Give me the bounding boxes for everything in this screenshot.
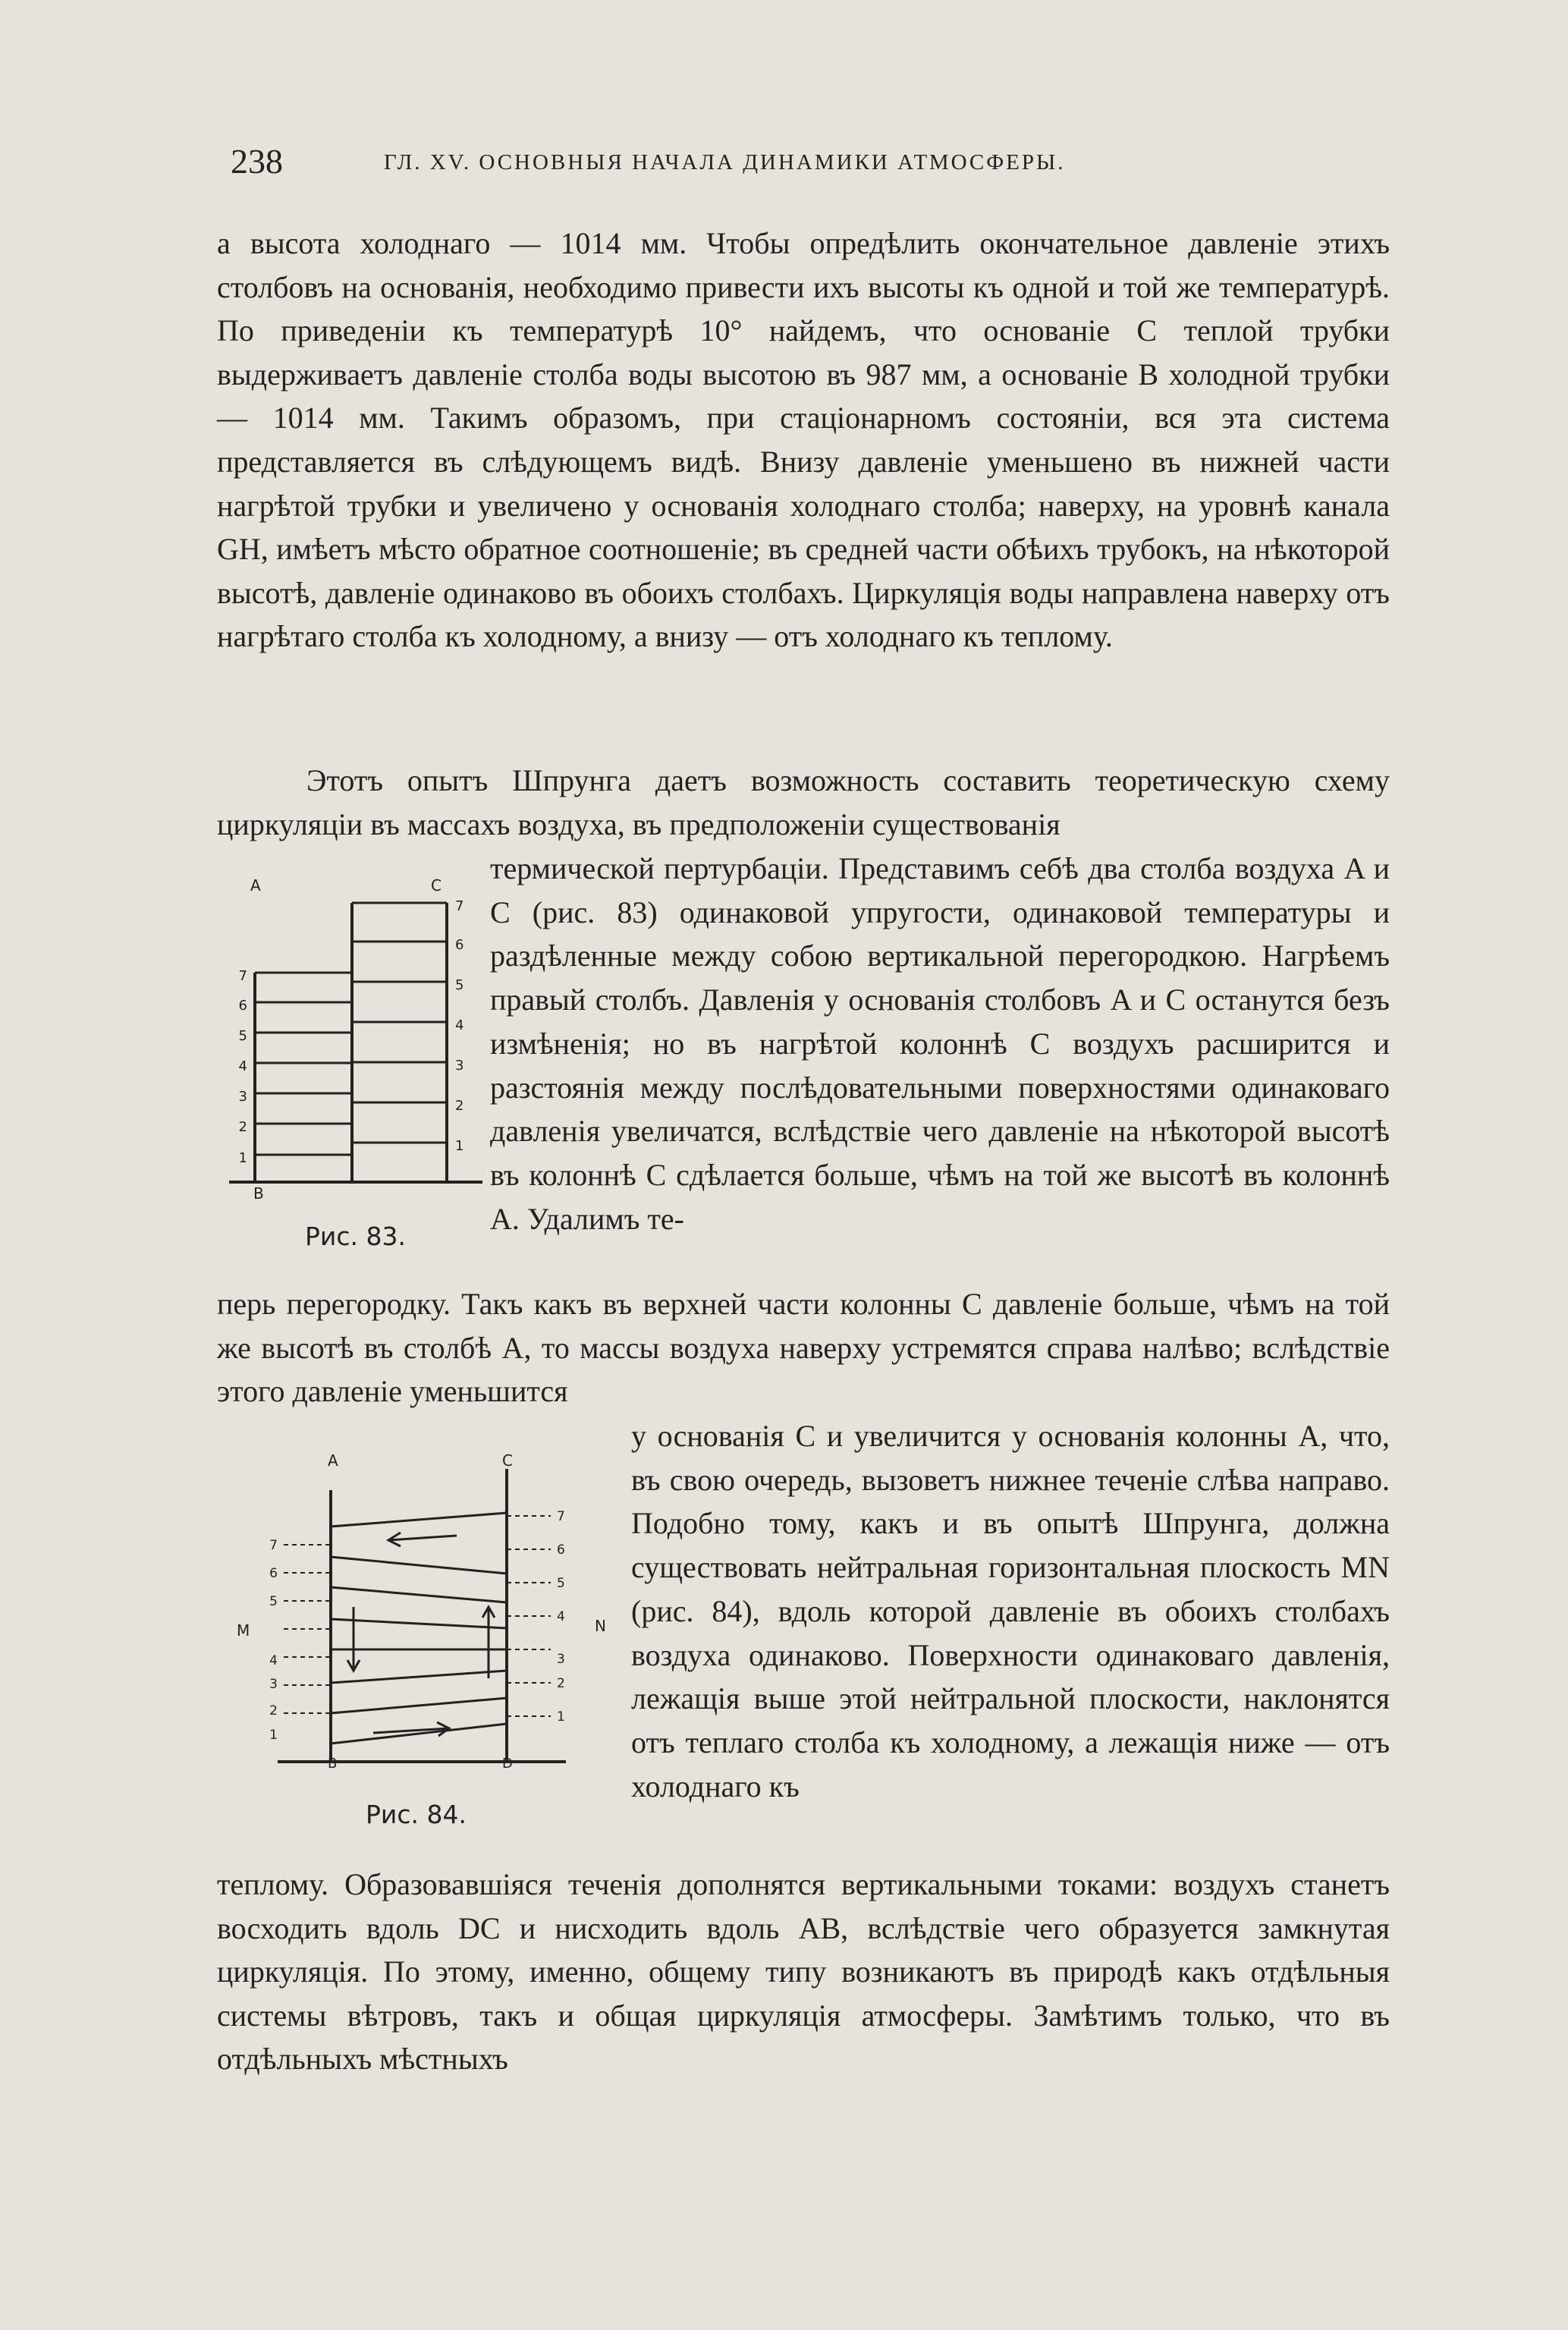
fig83-label-a: A <box>250 876 261 895</box>
fig83-right-num-4: 4 <box>455 1017 464 1033</box>
fig84-right-num-7: 7 <box>557 1509 565 1524</box>
page-header <box>225 141 1393 187</box>
fig83-left-num-6: 6 <box>238 998 247 1014</box>
fig84-left-num-2: 2 <box>269 1703 278 1718</box>
page-number: 238 <box>231 142 283 181</box>
fig84-left-num-5: 5 <box>269 1594 278 1609</box>
figure-83 <box>225 873 482 1222</box>
fig83-left-num-5: 5 <box>238 1028 247 1044</box>
fig84-left-num-3: 3 <box>269 1677 278 1692</box>
fig83-left-num-4: 4 <box>238 1058 247 1074</box>
paragraph-4: теплому. Образовавшіяся теченія дополнятся вертикальными токами: воздухъ станетъ восходить вдоль DC и нисходить вдоль AB, вслѣдствіе чего образуется замкнутая циркуляція. По этому, именно, общему типу возникаютъ въ природѣ какъ отдѣльныя системы вѣтровъ, такъ и общая циркуляція атмосферы. Замѣтимъ только, что въ отдѣльныхъ мѣстныхъ <box>217 1867 1390 2077</box>
fig83-label-b: B <box>253 1184 264 1203</box>
figure-83-diagram <box>225 873 482 1222</box>
fig84-right-num-2: 2 <box>557 1676 565 1691</box>
fig84-level-3 <box>331 1671 507 1683</box>
fig84-right-num-4: 4 <box>557 1609 565 1624</box>
paragraph-beside-figure-84: у основанія C и увеличится у основанія колонны A, что, въ свою очередь, вызоветъ нижнее теченіе слѣва направо. Подобно тому, какъ и въ опытѣ Шпрунга, должна существовать нейтральная горизонтальная плоскость MN (рис. 84), вдоль которой давленіе въ обоихъ столбахъ воздуха одинаково. Поверхности одинаковаго давленія, лежащія выше этой нейтральной плоскости, наклонятся отъ теплаго столба къ холодному, а лежащія ниже — отъ холоднаго къ <box>631 1419 1390 1803</box>
fig84-right-num-5: 5 <box>557 1576 565 1591</box>
fig83-left-num-3: 3 <box>238 1089 247 1105</box>
fig84-level-1 <box>331 1724 507 1744</box>
paragraph-2: Этотъ опытъ Шпрунга даетъ возможность составить теоретическую схему циркуляціи въ массахъ воздуха, въ предположеніи существованія <box>217 763 1390 841</box>
fig83-left-num-2: 2 <box>238 1119 247 1135</box>
running-head: ГЛ. XV. ОСНОВНЫЯ НАЧАЛА ДИНАМИКИ АТМОСФЕРЫ. <box>384 150 1066 175</box>
fig83-right-num-3: 3 <box>455 1058 464 1074</box>
fig84-level-6 <box>331 1587 507 1602</box>
figure-84 <box>232 1451 619 1769</box>
figure-84-diagram <box>232 1451 619 1769</box>
fig83-right-num-7: 7 <box>455 898 464 914</box>
fig84-level-top <box>331 1513 507 1527</box>
fig84-label-b: B <box>328 1756 338 1769</box>
fig84-label-c: C <box>502 1451 513 1470</box>
fig83-label-c: C <box>431 876 441 895</box>
fig84-left-num-1: 1 <box>269 1728 278 1743</box>
figure-84-caption: Рис. 84. <box>366 1800 467 1829</box>
fig83-left-num-7: 7 <box>238 968 247 984</box>
fig84-label-m: M <box>237 1621 250 1640</box>
fig83-right-num-5: 5 <box>455 977 464 993</box>
paragraph-beside-figure-83: термической пертурбаціи. Представимъ себѣ два столба воздуха A и C (рис. 83) одинаковой упругости, одинаковой температуры и раздѣленные между собою вертикальной перегородкою. Нагрѣемъ правый столбъ. Давленія у основанія столбовъ A и C останутся безъ измѣненія; но въ нагрѣтой колоннѣ C воздухъ расширится и разстоянія между послѣдовательными поверхностями одинаковаго давленія увеличатся, вслѣдствіе чего давленіе на нѣкоторой высотѣ въ колоннѣ C сдѣлается больше, чѣмъ на той же высотѣ въ колоннѣ A. Удалимъ те- <box>490 851 1390 1236</box>
figure-83-caption: Рис. 83. <box>305 1222 406 1251</box>
fig84-left-num-6: 6 <box>269 1566 278 1581</box>
paragraph-3: перь перегородку. Такъ какъ въ верхней части колонны C давленіе больше, чѣмъ на той же высотѣ въ столбѣ A, то массы воздуха наверху устремятся справа налѣво; вслѣдствіе этого давленіе уменьшится <box>217 1287 1390 1409</box>
fig84-left-num-7: 7 <box>269 1538 278 1553</box>
fig84-arrow-top-left <box>388 1536 457 1540</box>
fig84-label-n: N <box>595 1617 606 1635</box>
fig84-label-a: A <box>328 1451 338 1470</box>
fig84-right-num-3: 3 <box>557 1652 565 1667</box>
fig84-right-num-1: 1 <box>557 1709 565 1725</box>
fig84-level-2 <box>331 1698 507 1713</box>
fig83-right-num-2: 2 <box>455 1098 464 1114</box>
fig83-right-num-1: 1 <box>455 1138 464 1154</box>
fig84-level-7 <box>331 1557 507 1574</box>
fig83-left-num-1: 1 <box>238 1150 247 1166</box>
fig84-right-num-6: 6 <box>557 1542 565 1558</box>
paragraph-1: а высота холоднаго — 1014 мм. Чтобы опредѣлить окончательное давленіе этихъ столбовъ на основанія, необходимо привести ихъ высоты къ одной и той же температурѣ. По приведеніи къ температурѣ 10° найдемъ, что основаніе C теплой трубки выдерживаетъ давленіе столба воды высотою въ 987 мм, а основаніе B холодной трубки — 1014 мм. Такимъ образомъ, при стаціонарномъ состояніи, вся эта система представляется въ слѣдующемъ видѣ. Внизу давленіе уменьшено въ нижней части нагрѣтой трубки и увеличено у основанія холоднаго столба; наверху, на уровнѣ канала GH, имѣетъ мѣсто обратное соотношеніе; въ средней части обѣихъ трубокъ, на нѣкоторой высотѣ, давленіе одинаково въ обоихъ столбахъ. Циркуляція воды направлена наверху отъ нагрѣтаго столба къ холодному, а внизу — отъ холоднаго къ теплому. <box>217 226 1390 654</box>
fig84-level-5 <box>331 1619 507 1628</box>
fig84-left-num-4: 4 <box>269 1653 278 1668</box>
fig83-right-num-6: 6 <box>455 937 464 953</box>
fig84-label-d: D <box>502 1756 513 1769</box>
